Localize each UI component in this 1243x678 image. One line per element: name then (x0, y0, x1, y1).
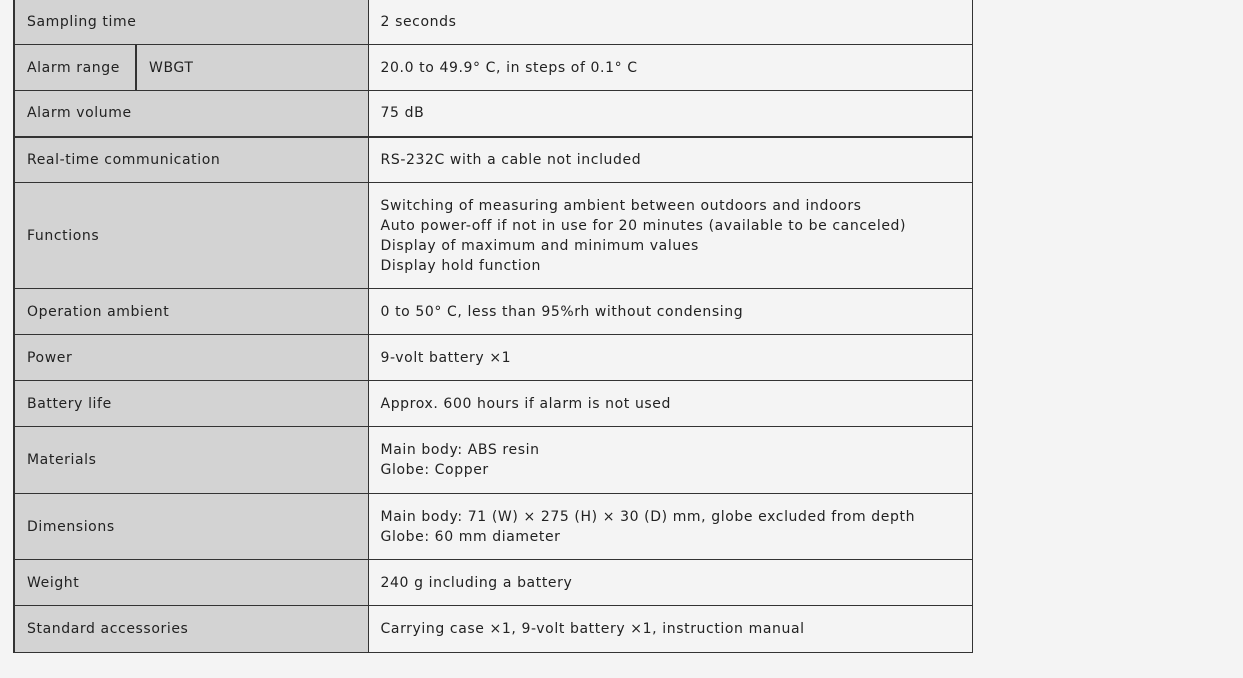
row-value (368, 0, 972, 45)
value-line: Display of maximum and minimum values (380, 237, 699, 254)
table-row-weight (14, 560, 972, 606)
value-line: RS-232C with a cable not included (380, 151, 642, 168)
table-row-battery-life (14, 381, 972, 427)
value-line: 75 dB (380, 105, 425, 122)
value-line: 20.0 to 49.9° C, in steps of 0.1° C (380, 59, 638, 76)
row-value (368, 183, 972, 289)
value-line: Carrying case ×1, 9-volt battery ×1, instruction manual (380, 621, 805, 637)
table-row-operation-ambient (14, 289, 972, 335)
value-line: Main body: 71 (W) × 275 (H) × 30 (D) mm, globe excluded from depth (380, 508, 916, 525)
row-value (368, 427, 972, 494)
table-row-real-time-communication (14, 137, 972, 183)
table-row-materials (14, 427, 972, 494)
row-label: Sampling time (14, 0, 368, 45)
row-label: Power (14, 335, 368, 381)
row-label: Operation ambient (14, 289, 368, 335)
row-value (368, 381, 972, 427)
value-line: 240 g including a battery (380, 574, 573, 591)
row-label: Weight (14, 560, 368, 606)
table-row-sampling-time (14, 0, 972, 45)
row-value (368, 289, 972, 335)
row-value (368, 606, 972, 653)
table-row-alarm-volume (14, 91, 972, 137)
row-label: Real-time communication (14, 137, 368, 183)
table-row-standard-accessories (14, 606, 972, 653)
value-line: 2 seconds (380, 14, 457, 30)
row-label: Functions (14, 183, 368, 289)
value-line: Switching of measuring ambient between outdoors and indoors (380, 197, 862, 214)
value-line: Globe: 60 mm diameter (380, 528, 561, 545)
table-row-alarm-range (14, 45, 972, 91)
row-value (368, 137, 972, 183)
value-line: Auto power-off if not in use for 20 minutes (available to be canceled) (380, 217, 907, 234)
row-value (368, 91, 972, 137)
row-value (368, 335, 972, 381)
row-label: Standard accessories (14, 606, 368, 653)
row-label: Dimensions (14, 494, 368, 560)
value-line: Main body: ABS resin (380, 442, 540, 458)
row-sublabel: WBGT (136, 45, 368, 91)
spec-table (13, 0, 973, 653)
table-row-functions (14, 183, 972, 289)
row-label: Materials (14, 427, 368, 494)
value-line: Globe: Copper (380, 462, 489, 478)
value-line: Display hold function (380, 257, 542, 274)
row-label: Alarm volume (14, 91, 368, 137)
row-label: Battery life (14, 381, 368, 427)
table-row-dimensions (14, 494, 972, 560)
table-row-power (14, 335, 972, 381)
row-value (368, 560, 972, 606)
value-line: 0 to 50° C, less than 95%rh without condensing (380, 303, 744, 320)
row-label: Alarm range (14, 45, 136, 91)
row-value (368, 45, 972, 91)
value-line: Approx. 600 hours if alarm is not used (380, 395, 672, 412)
row-value (368, 494, 972, 560)
value-line: 9-volt battery ×1 (380, 349, 512, 366)
